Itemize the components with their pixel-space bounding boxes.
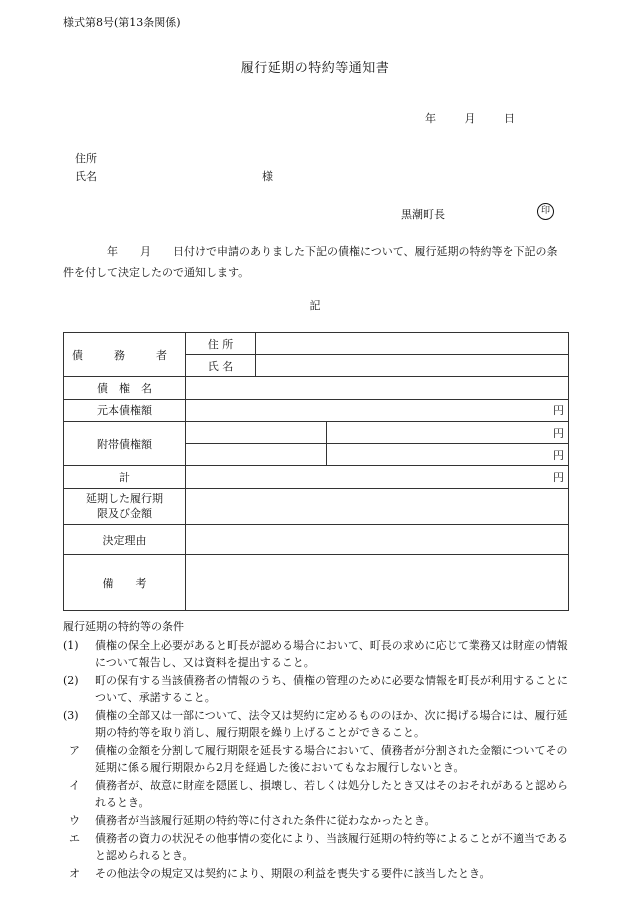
extended-cell [186,488,569,524]
extended-label: 延期した履行期限及び金額 [64,488,186,524]
total-yen: 円 [186,466,569,488]
incidental-cell-2 [186,444,327,466]
date-month: 月 [464,112,476,125]
table-row [64,555,569,611]
debtor-name-label: 氏 名 [186,355,256,377]
list-item [63,707,571,741]
list-item [63,865,571,882]
document-title: 履行延期の特約等通知書 [240,61,390,76]
date-line [425,110,515,126]
ki-heading: 記 [309,299,321,312]
list-item [63,637,571,671]
reason-cell [186,525,569,555]
item-text: 債務者が当該履行延期の特約等に付された条件に従わなかったとき。 [95,814,436,827]
claim-table [63,332,569,611]
table-row [64,421,569,443]
table-row [64,525,569,555]
item-text: 町の保有する当該債務者の情報のうち、債権の管理のために必要な情報を町長が利用することについて、承諾すること。 [95,674,568,704]
list-item [63,830,571,864]
item-mark: ア [69,744,80,757]
conditions-title: 履行延期の特約等の条件 [63,620,184,633]
incidental-cell-1 [186,421,327,443]
principal-yen: 円 [186,399,569,421]
debtor-address-label: 住 所 [186,333,256,355]
claim-name-label: 債 権 名 [64,377,186,399]
remarks-label: 備 考 [64,555,186,611]
item-mark: (3) [63,709,79,722]
notice-body: 年 月 日付けで申請のありました下記の債権について、履行延期の特約等を下記の条件を付して決定したので通知します。 [63,245,558,279]
recipient-name-label: 氏名 [75,170,97,183]
principal-label: 元本債権額 [64,399,186,421]
remarks-cell [186,555,569,611]
debtor-address-cell [256,333,569,355]
reason-label: 決定理由 [64,525,186,555]
item-mark: イ [69,779,80,792]
item-text: 債権の金額を分割して履行期限を延長する場合において、債務者が分割された金額についてその延期に係る履行期限から2月を経過した後においてもなお履行しないとき。 [95,744,568,774]
debtor-name-cell [256,355,569,377]
incidental-yen-1: 円 [327,421,569,443]
item-mark: オ [69,867,80,880]
list-item [63,777,571,811]
total-label: 計 [64,466,186,488]
form-number: 様式第8号(第13条関係) [63,16,181,29]
item-mark: エ [69,832,80,845]
recipient-honorific: 様 [262,170,273,183]
conditions-list [63,637,571,883]
item-mark: (1) [63,639,79,652]
item-mark: ウ [69,814,80,827]
list-item [63,672,571,706]
item-text: 債務者の資力の状況その他事情の変化により、当該履行延期の特約等によることが不適当であると認められるとき。 [95,832,568,862]
incidental-label: 附帯債権額 [64,421,186,465]
seal-mark: 印 [537,203,554,220]
item-text: 債権の全部又は一部について、法令又は契約に定めるもののほか、次に掲げる場合には、履行延期の特約等を取り消し、履行期限を繰り上げることができること。 [95,709,568,739]
sender-mayor: 黒潮町長 [401,208,445,221]
table-row [64,377,569,399]
table-row [64,333,569,355]
incidental-yen-2: 円 [327,444,569,466]
debtor-label: 債 務 者 [64,333,186,377]
claim-name-cell [186,377,569,399]
list-item [63,742,571,776]
item-text: 債権の保全上必要があると町長が認める場合において、町長の求めに応じて業務又は財産の情報について報告し、又は資料を提出すること。 [95,639,568,669]
recipient-address-label: 住所 [75,152,97,165]
table-row [64,488,569,524]
item-text: 債務者が、故意に財産を隠匿し、損壊し、若しくは処分したとき又はそのおそれがあると認められるとき。 [95,779,568,809]
date-day: 日 [504,112,515,125]
date-year: 年 [425,112,436,125]
table-row [64,466,569,488]
table-row [64,399,569,421]
item-text: その他法令の規定又は契約により、期限の利益を喪失する要件に該当したとき。 [95,867,491,880]
item-mark: (2) [63,674,79,687]
list-item [63,812,571,829]
